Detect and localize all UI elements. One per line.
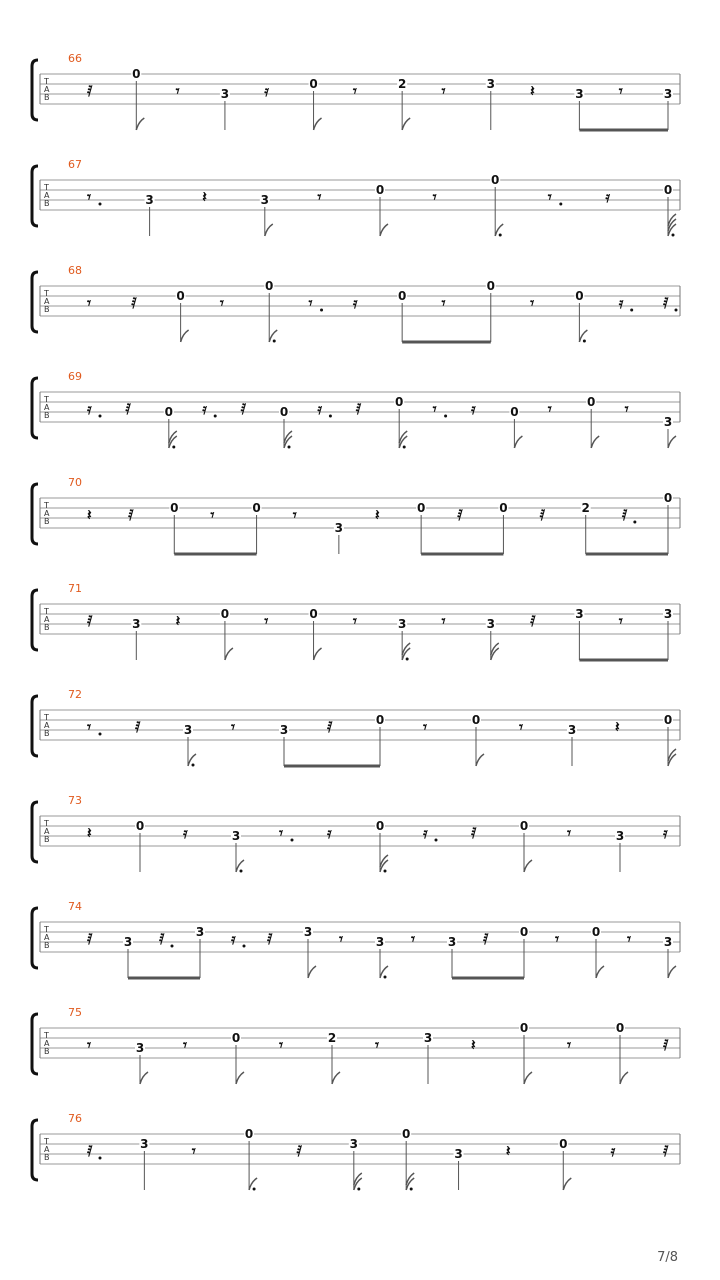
fret-number: 3 xyxy=(486,617,495,631)
note-flag xyxy=(225,648,233,660)
fret-number: 0 xyxy=(309,607,318,621)
tab-system xyxy=(32,370,680,449)
tab-system xyxy=(32,52,680,130)
measure-number: 75 xyxy=(68,1006,82,1019)
tab-letter: B xyxy=(44,835,50,844)
fret-number: 3 xyxy=(663,607,673,621)
fret-number: 0 xyxy=(220,607,230,621)
system-bracket xyxy=(32,378,38,438)
rest-symbol: 𝅀 xyxy=(87,930,93,948)
rest-symbol: 𝅀 xyxy=(483,930,489,948)
fret-number: 3 xyxy=(132,617,141,631)
dot xyxy=(499,234,502,237)
rest-symbol: 𝄽 xyxy=(375,506,380,524)
rest-symbol: 𝄿 xyxy=(231,930,236,948)
tab-letter: B xyxy=(44,411,50,420)
fret-number: 3 xyxy=(135,1041,145,1055)
rest-symbol: 𝅀 xyxy=(663,1142,669,1160)
measure-number: 71 xyxy=(68,582,82,595)
rest-symbol: 𝄾 xyxy=(352,612,357,630)
rest-symbol: 𝅀 xyxy=(87,1142,93,1160)
rest-symbol: 𝅀 xyxy=(131,294,137,312)
tab-letter: B xyxy=(44,729,50,738)
fret-number: 0 xyxy=(587,395,596,409)
tab-letter: A xyxy=(44,191,50,200)
fret-number: 3 xyxy=(260,193,269,207)
tab-letter: A xyxy=(44,403,50,412)
rest-symbol: 𝄽 xyxy=(615,718,620,736)
note-flag xyxy=(140,1072,148,1084)
note-flag xyxy=(476,754,484,766)
dot xyxy=(357,1188,360,1191)
system-bracket xyxy=(32,590,38,650)
rest-symbol: 𝄾 xyxy=(618,82,623,100)
rest-symbol: 𝄾 xyxy=(567,1036,571,1054)
tab-letter: B xyxy=(44,941,50,950)
tab-system xyxy=(32,1006,680,1084)
rest-symbol: 𝄿 xyxy=(317,400,322,418)
fret-number: 3 xyxy=(183,723,193,737)
tab-letter: A xyxy=(44,933,50,942)
tab-letter: T xyxy=(44,183,49,192)
tab-letter: A xyxy=(44,297,50,306)
rest-symbol: 𝄾 xyxy=(231,718,235,736)
tab-letter: B xyxy=(44,517,50,526)
fret-number: 0 xyxy=(416,501,426,515)
dot xyxy=(630,309,633,312)
fret-number: 3 xyxy=(349,1137,358,1151)
fret-number: 3 xyxy=(575,87,584,101)
fret-number: 0 xyxy=(663,491,673,505)
rest-symbol: 𝄿 xyxy=(183,824,188,842)
fret-number: 3 xyxy=(195,925,205,939)
system-bracket xyxy=(32,908,38,968)
fret-number: 3 xyxy=(575,607,584,621)
fret-number: 0 xyxy=(375,183,385,197)
rest-symbol: 𝄾 xyxy=(519,718,523,736)
rest-symbol: 𝅀 xyxy=(267,930,273,948)
measure-number: 72 xyxy=(68,688,82,701)
dot xyxy=(253,1188,256,1191)
fret-number: 0 xyxy=(491,173,500,187)
tab-letter: A xyxy=(44,85,50,94)
rest-symbol: 𝄿 xyxy=(618,294,624,312)
tab-system xyxy=(32,1112,680,1191)
rest-symbol: 𝄾 xyxy=(175,82,180,100)
rest-symbol: 𝄿 xyxy=(202,400,207,418)
tab-letter: T xyxy=(44,395,49,404)
rest-symbol: 𝅀 xyxy=(135,718,141,736)
rest-symbol: 𝄾 xyxy=(279,1036,283,1054)
note-flag xyxy=(668,436,676,448)
rest-symbol: 𝅀 xyxy=(159,930,165,948)
note-flag xyxy=(514,436,522,448)
measure-number: 67 xyxy=(68,158,82,171)
fret-number: 3 xyxy=(397,617,407,631)
system-bracket xyxy=(32,1014,38,1074)
fret-number: 0 xyxy=(486,279,495,293)
rest-symbol: 𝄾 xyxy=(441,82,446,100)
tab-system xyxy=(32,582,680,661)
rest-symbol: 𝄾 xyxy=(627,930,631,948)
rest-symbol: 𝄽 xyxy=(471,1036,476,1054)
fret-number: 3 xyxy=(145,193,154,207)
dot xyxy=(435,839,438,842)
rest-symbol: 𝄽 xyxy=(87,506,92,524)
fret-number: 0 xyxy=(559,1137,568,1151)
note-flag xyxy=(136,118,144,130)
dot xyxy=(410,1188,413,1191)
rest-symbol: 𝄿 xyxy=(352,294,358,312)
fret-number: 0 xyxy=(170,501,179,515)
rest-symbol: 𝄾 xyxy=(87,718,91,736)
rest-symbol: 𝄾 xyxy=(292,506,297,524)
fret-number: 0 xyxy=(397,289,407,303)
tab-letter: T xyxy=(44,1137,49,1146)
rest-symbol: 𝅀 xyxy=(621,506,628,524)
tab-letter: A xyxy=(44,1039,50,1048)
rest-symbol: 𝄽 xyxy=(202,188,207,206)
rest-symbol: 𝄿 xyxy=(471,400,476,418)
dot xyxy=(214,415,217,418)
dot xyxy=(384,976,387,979)
tab-letter: T xyxy=(44,925,49,934)
fret-number: 0 xyxy=(591,925,601,939)
fret-number: 2 xyxy=(327,1031,337,1045)
dot xyxy=(444,415,447,418)
note-flag xyxy=(314,118,322,130)
tab-letter: B xyxy=(44,93,50,102)
fret-number: 3 xyxy=(423,1031,433,1045)
fret-number: 0 xyxy=(575,289,584,303)
fret-number: 3 xyxy=(663,87,673,101)
rest-symbol: 𝄾 xyxy=(423,718,427,736)
measure-number: 69 xyxy=(68,370,82,383)
rest-symbol: 𝄿 xyxy=(327,824,332,842)
note-flag xyxy=(236,1072,244,1084)
rest-symbol: 𝅀 xyxy=(327,718,333,736)
rest-symbol: 𝄾 xyxy=(87,1036,91,1054)
tab-letter: T xyxy=(44,77,49,86)
fret-number: 0 xyxy=(135,819,145,833)
fret-number: 0 xyxy=(510,405,519,419)
rest-symbol: 𝅀 xyxy=(296,1142,302,1160)
fret-number: 0 xyxy=(375,819,385,833)
dot xyxy=(273,340,276,343)
note-flag xyxy=(314,648,322,660)
fret-number: 0 xyxy=(132,67,141,81)
fret-number: 3 xyxy=(447,935,457,949)
note-flag xyxy=(380,224,388,236)
fret-number: 0 xyxy=(519,1021,529,1035)
note-flag xyxy=(596,966,604,978)
dot xyxy=(559,203,562,206)
rest-symbol: 𝄽 xyxy=(530,82,535,100)
fret-number: 3 xyxy=(567,723,577,737)
dot xyxy=(99,203,102,206)
fret-number: 0 xyxy=(519,819,529,833)
fret-number: 0 xyxy=(499,501,508,515)
rest-symbol: 𝄾 xyxy=(567,824,571,842)
system-bracket xyxy=(32,696,38,756)
tab-letter: A xyxy=(44,509,50,518)
rest-symbol: 𝄾 xyxy=(547,400,552,418)
dot xyxy=(583,340,586,343)
dot xyxy=(384,870,387,873)
rest-symbol: 𝅀 xyxy=(530,612,536,630)
rest-symbol: 𝄽 xyxy=(175,612,181,630)
tab-system xyxy=(32,794,680,873)
dot xyxy=(288,446,291,449)
rest-symbol: 𝄾 xyxy=(618,612,623,630)
rest-symbol: 𝄾 xyxy=(264,612,269,630)
dot xyxy=(329,415,332,418)
fret-number: 0 xyxy=(265,279,274,293)
note-flag xyxy=(332,1072,340,1084)
tab-system xyxy=(32,476,680,554)
rest-symbol: 𝅀 xyxy=(457,506,463,524)
system-bracket xyxy=(32,60,38,120)
fret-number: 3 xyxy=(663,415,673,429)
measure-number: 73 xyxy=(68,794,82,807)
rest-symbol: 𝄾 xyxy=(308,294,313,312)
dot xyxy=(240,870,243,873)
fret-number: 3 xyxy=(663,935,673,949)
rest-symbol: 𝄾 xyxy=(219,294,224,312)
dot xyxy=(291,839,294,842)
rest-symbol: 𝄾 xyxy=(317,188,322,206)
measure-number: 70 xyxy=(68,476,82,489)
rest-symbol: 𝄽 xyxy=(505,1142,511,1160)
fret-number: 3 xyxy=(334,521,344,535)
note-flag xyxy=(524,860,532,872)
rest-symbol: 𝅀 xyxy=(539,506,546,524)
dot xyxy=(99,1157,102,1160)
tab-letter: T xyxy=(44,1031,49,1040)
fret-number: 0 xyxy=(402,1127,411,1141)
fret-number: 0 xyxy=(252,501,261,515)
fret-number: 0 xyxy=(471,713,481,727)
note-flag xyxy=(181,330,189,342)
dot xyxy=(406,658,409,661)
system-bracket xyxy=(32,802,38,862)
note-flag xyxy=(524,1072,532,1084)
rest-symbol: 𝄾 xyxy=(210,506,215,524)
fret-number: 3 xyxy=(375,935,385,949)
rest-symbol: 𝄾 xyxy=(87,294,91,312)
rest-symbol: 𝄾 xyxy=(432,400,437,418)
rest-symbol: 𝄾 xyxy=(441,612,446,630)
rest-symbol: 𝄾 xyxy=(375,1036,379,1054)
tab-letter: T xyxy=(44,713,49,722)
tab-letter: B xyxy=(44,199,50,208)
fret-number: 0 xyxy=(231,1031,241,1045)
dot xyxy=(171,945,174,948)
rest-symbol: 𝅀 xyxy=(663,294,669,312)
dot xyxy=(320,309,323,312)
tab-letter: T xyxy=(44,607,49,616)
tab-letter: B xyxy=(44,1153,50,1162)
dot xyxy=(672,234,675,237)
rest-symbol: 𝅀 xyxy=(87,612,93,630)
page-number: 7/8 xyxy=(657,1250,678,1265)
tab-letter: B xyxy=(44,305,50,314)
fret-number: 3 xyxy=(231,829,241,843)
rest-symbol: 𝅀 xyxy=(128,506,134,524)
note-flag xyxy=(265,224,273,236)
tab-letter: A xyxy=(44,827,50,836)
note-flag xyxy=(308,966,316,978)
measure-number: 66 xyxy=(68,52,82,65)
fret-number: 0 xyxy=(279,405,289,419)
tab-letter: T xyxy=(44,819,49,828)
tab-letter: B xyxy=(44,623,50,632)
tab-letter: B xyxy=(44,1047,50,1056)
rest-symbol: 𝄾 xyxy=(191,1142,196,1160)
fret-number: 0 xyxy=(309,77,318,91)
rest-symbol: 𝄾 xyxy=(411,930,415,948)
rest-symbol: 𝄾 xyxy=(624,400,629,418)
dot xyxy=(633,521,636,524)
rest-symbol: 𝅀 xyxy=(240,400,247,418)
fret-number: 2 xyxy=(581,501,590,515)
fret-number: 0 xyxy=(615,1021,625,1035)
tab-letter: T xyxy=(44,289,49,298)
fret-number: 3 xyxy=(615,829,625,843)
fret-number: 0 xyxy=(176,289,185,303)
fret-number: 0 xyxy=(395,395,404,409)
tab-letter: T xyxy=(44,501,49,510)
dot xyxy=(675,309,678,312)
rest-symbol: 𝄿 xyxy=(605,188,610,206)
tab-system xyxy=(32,688,680,767)
fret-number: 3 xyxy=(303,925,313,939)
rest-symbol: 𝄾 xyxy=(555,930,559,948)
fret-number: 3 xyxy=(140,1137,149,1151)
dot xyxy=(99,415,102,418)
fret-number: 3 xyxy=(454,1147,463,1161)
system-bracket xyxy=(32,166,38,226)
rest-symbol: 𝅀 xyxy=(663,1036,669,1054)
fret-number: 2 xyxy=(397,77,407,91)
fret-number: 3 xyxy=(220,87,230,101)
measure-number: 76 xyxy=(68,1112,82,1125)
fret-number: 3 xyxy=(279,723,289,737)
rest-symbol: 𝄾 xyxy=(183,1036,187,1054)
note-flag xyxy=(620,1072,628,1084)
dot xyxy=(243,945,246,948)
rest-symbol: 𝄿 xyxy=(663,824,668,842)
fret-number: 0 xyxy=(519,925,529,939)
note-flag xyxy=(402,118,410,130)
tab-letter: A xyxy=(44,615,50,624)
tab-system xyxy=(32,158,680,237)
rest-symbol: 𝄾 xyxy=(352,82,357,100)
rest-symbol: 𝄾 xyxy=(441,294,446,312)
measure-number: 68 xyxy=(68,264,82,277)
rest-symbol: 𝄾 xyxy=(432,188,437,206)
system-bracket xyxy=(32,1120,38,1180)
tab-system xyxy=(32,264,680,343)
rest-symbol: 𝄿 xyxy=(610,1142,616,1160)
rest-symbol: 𝄾 xyxy=(87,188,91,206)
dot xyxy=(192,764,195,767)
dot xyxy=(99,733,102,736)
note-flag xyxy=(591,436,599,448)
rest-symbol: 𝄾 xyxy=(279,824,283,842)
system-bracket xyxy=(32,484,38,544)
fret-number: 0 xyxy=(244,1127,254,1141)
rest-symbol: 𝅀 xyxy=(125,400,131,418)
fret-number: 3 xyxy=(123,935,133,949)
dot xyxy=(403,446,406,449)
note-flag xyxy=(668,966,676,978)
fret-number: 0 xyxy=(164,405,173,419)
rest-symbol: 𝅀 xyxy=(471,824,477,842)
rest-symbol: 𝄽 xyxy=(87,824,92,842)
fret-number: 0 xyxy=(663,713,673,727)
note-flag xyxy=(563,1178,571,1190)
rest-symbol: 𝄾 xyxy=(339,930,343,948)
measure-number: 74 xyxy=(68,900,82,913)
rest-symbol: 𝄿 xyxy=(264,82,269,100)
system-bracket xyxy=(32,272,38,332)
tab-letter: A xyxy=(44,1145,50,1154)
rest-symbol: 𝄿 xyxy=(423,824,428,842)
fret-number: 0 xyxy=(375,713,385,727)
rest-symbol: 𝄿 xyxy=(87,400,92,418)
fret-number: 0 xyxy=(663,183,673,197)
rest-symbol: 𝄾 xyxy=(547,188,552,206)
rest-symbol: 𝄾 xyxy=(530,294,535,312)
fret-number: 3 xyxy=(486,77,495,91)
tab-letter: A xyxy=(44,721,50,730)
rest-symbol: 𝅀 xyxy=(87,82,93,100)
rest-symbol: 𝅀 xyxy=(355,400,362,418)
dot xyxy=(172,446,175,449)
tab-system xyxy=(32,900,680,979)
